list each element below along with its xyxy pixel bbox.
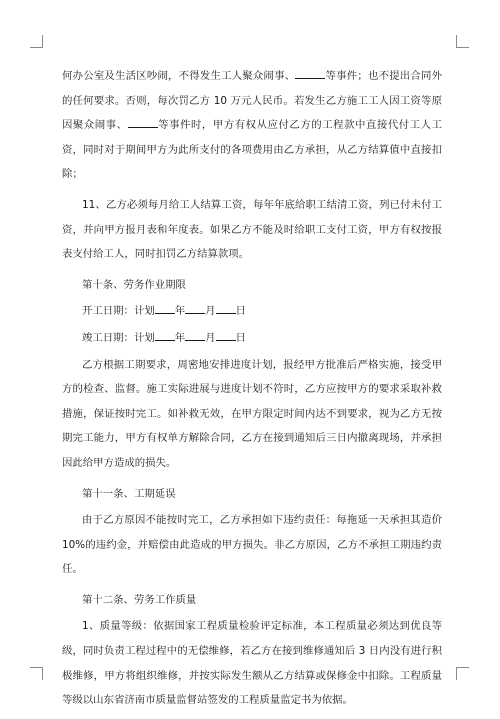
blank-line <box>155 330 175 341</box>
blank-line <box>216 303 236 314</box>
blank-line <box>295 68 325 79</box>
paragraph-delay-liability: 由于乙方原因不能按时完工，乙方承担如下违约责任：每拖延一天承担其造价 10%的违约金，并赔偿由此造成的甲方损失。非乙方原因，乙方不承担工期违约责任。 <box>62 514 442 576</box>
document-body <box>62 64 442 719</box>
blank-line <box>185 303 205 314</box>
paragraph-schedule: 乙方根据工期要求，周密地安排进度计划，报经甲方批准后严格实施，接受甲方的检查、监督。施工实际进展与进度计划不符时，乙方应按甲方的要求采取补救措施，保证按时完工。如补救无效，在甲方限定时间内达不到要求，视为乙方无按期完工能力，甲方有权单方解除合同，乙方在接到通知后三日内撤离现场，并承担因此给甲方造成的损失。 <box>62 358 442 469</box>
section-heading-delay: 第十一条、工期延误 <box>82 487 176 500</box>
crop-mark-bottom-right <box>456 667 469 680</box>
blank-line <box>155 303 175 314</box>
paragraph-quality-grade: 1、质量等级：依据国家工程质量检验评定标准，本工程质量必须达到优良等级，同时负责工程过程中的无偿维修，若乙方在接到维修通知后 3 日内没有进行积极维修，甲方将组织维修，并按实际发生额从乙方结算或保修金中扣除。工程质量等级以山东省济南市质量监督站签发的工程质量监定书为依据。 <box>62 620 442 707</box>
crop-mark-bottom-left <box>30 667 43 680</box>
crop-mark-top-right <box>456 35 469 48</box>
blank-line <box>216 330 236 341</box>
blank-line <box>185 330 205 341</box>
paragraph-worker-disturbance: 何办公室及生活区吵闹，不得发生工人聚众闹事、 等事件；也不提出合同外的任何要求。否则，每次罚乙方 10 万元人民币。若发生乙方施工工人因工资等原因聚众闹事、 等事件时，甲方有权从应付乙方的工程款中直接代付工人工资，同时对于期间甲方为此所支付的各项费用由乙方承担，从乙方结算值中直接扣除； <box>62 70 443 181</box>
start-date-line: 开工日期：计划 年 月 日 <box>82 305 246 318</box>
section-heading-work-period: 第十条、劳务作业期限 <box>82 278 186 291</box>
section-heading-quality: 第十二条、劳务工作质量 <box>82 593 197 606</box>
paragraph-wage-settlement: 11、乙方必须每月给工人结算工资，每年年底给职工结清工资，列已付未付工资，并向甲方报月表和年度表。如果乙方不能及时给职工支付工资，甲方有权按报表支付给工人，同时扣罚乙方结算款项。 <box>62 198 442 261</box>
end-date-line: 竣工日期：计划 年 月 日 <box>82 331 246 344</box>
crop-mark-top-left <box>30 35 43 48</box>
blank-line <box>128 117 158 128</box>
